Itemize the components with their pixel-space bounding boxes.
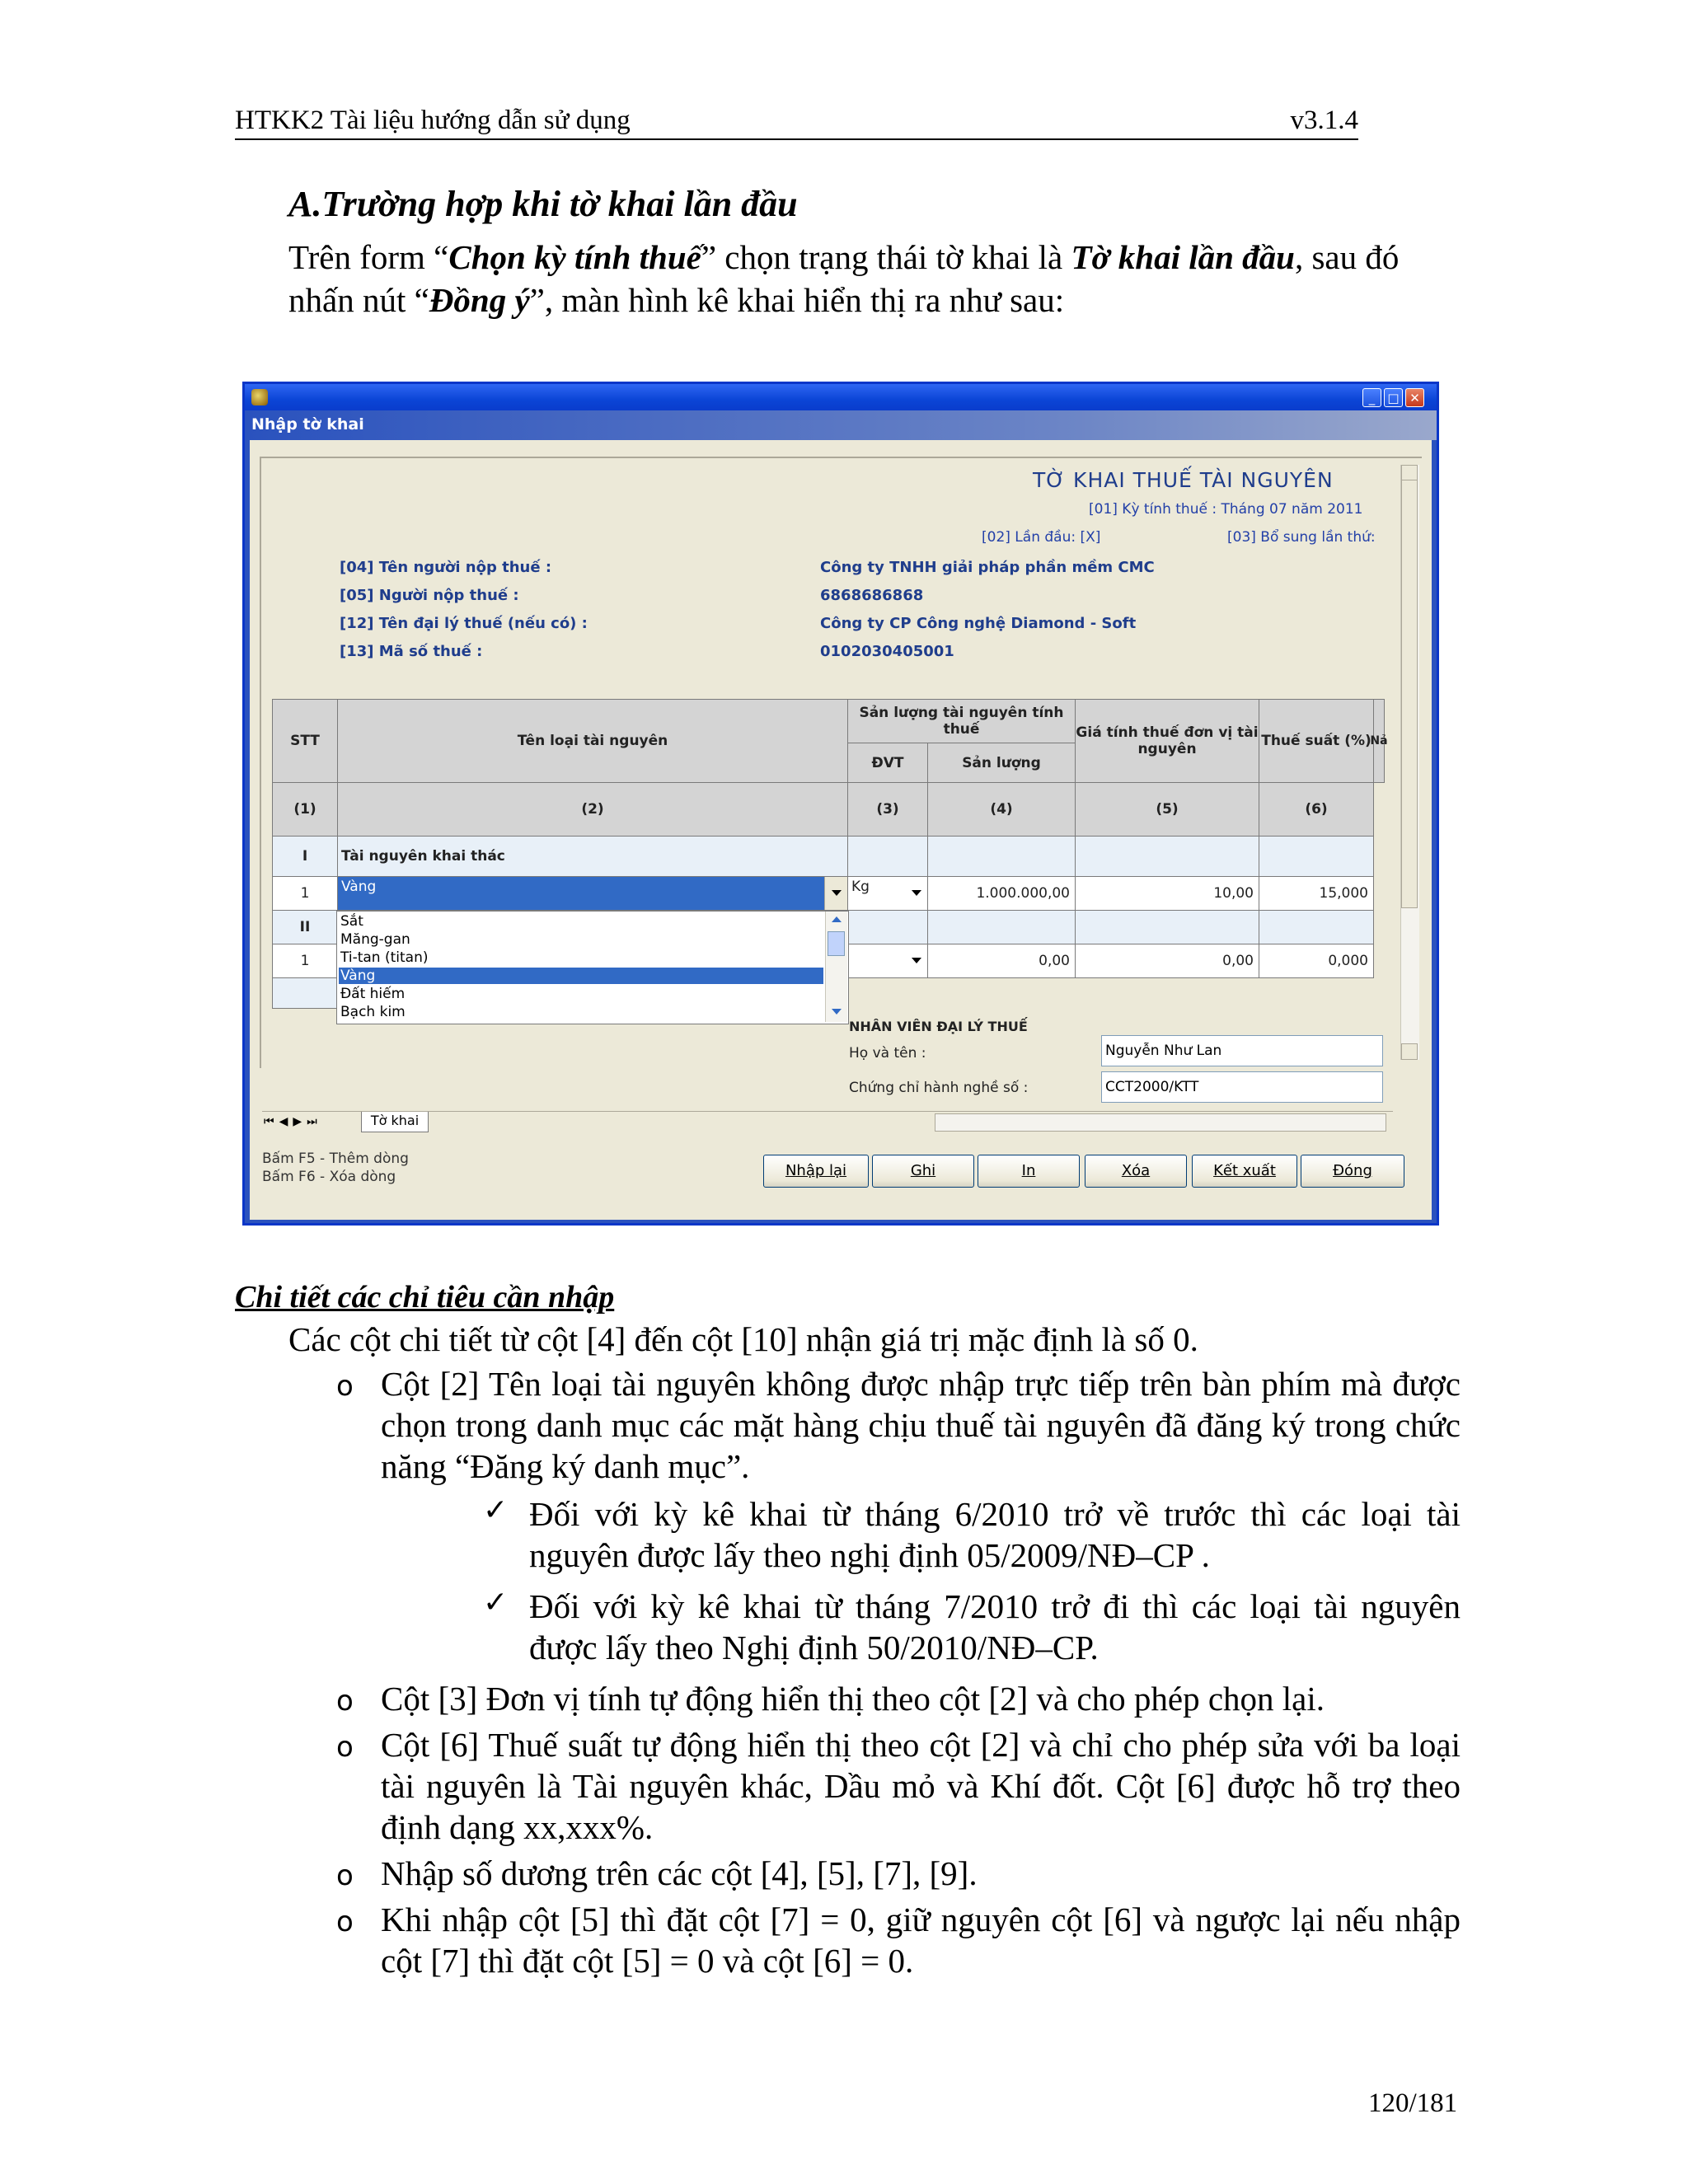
colnum-5: (5) bbox=[1075, 782, 1259, 837]
check-2: Đối với kỳ kê khai từ tháng 7/2010 trở đi thì các loại tài nguyên được lấy theo Nghị định 50/2010/NĐ–CP. bbox=[529, 1587, 1461, 1666]
print-button[interactable]: In bbox=[978, 1155, 1080, 1188]
doc-header-version: v3.1.4 bbox=[1290, 105, 1358, 135]
row-1-stt: 1 bbox=[272, 876, 338, 911]
colnum-6: (6) bbox=[1259, 782, 1374, 837]
scroll-up-button[interactable] bbox=[1401, 465, 1418, 481]
minimize-button[interactable]: _ bbox=[1362, 388, 1381, 407]
agent-section-title: NHÂN VIÊN ĐẠI LÝ THUẾ bbox=[849, 1019, 1028, 1034]
header-rule bbox=[235, 138, 1358, 140]
header-resource-name: Tên loại tài nguyên bbox=[337, 699, 848, 783]
group-1-stt: I bbox=[272, 836, 338, 877]
window-titlebar bbox=[245, 384, 1437, 410]
reset-button[interactable]: Nhập lại bbox=[763, 1155, 869, 1188]
period-text: [01] Kỳ tính thuế : Tháng 07 năm 2011 bbox=[1089, 501, 1363, 518]
header-unit: ĐVT bbox=[847, 743, 928, 783]
horizontal-scrollbar[interactable] bbox=[935, 1113, 1386, 1132]
export-button[interactable]: Kết xuất bbox=[1192, 1155, 1297, 1188]
row-2-stt: 1 bbox=[272, 944, 338, 978]
colnum-1: (1) bbox=[272, 782, 338, 837]
dropdown-option-selected[interactable]: Vàng bbox=[339, 968, 823, 984]
agent-tax-id-value: 0102030405001 bbox=[820, 643, 954, 660]
colnum-3: (3) bbox=[847, 782, 928, 837]
agent-tax-id-label: [13] Mã số thuế : bbox=[340, 643, 483, 660]
row-1-unit-select[interactable]: Kg bbox=[847, 876, 928, 911]
chevron-down-icon bbox=[832, 890, 842, 896]
unit-dropdown-button[interactable] bbox=[907, 877, 926, 910]
header-rate: Thuế suất (%) bbox=[1259, 699, 1374, 783]
header-truncated: N ả bbox=[1373, 699, 1385, 783]
group-2-stt: II bbox=[272, 910, 338, 944]
row-1-quantity[interactable]: 1.000.000,00 bbox=[927, 876, 1076, 911]
maximize-button[interactable]: □ bbox=[1384, 388, 1403, 407]
delete-button[interactable]: Xóa bbox=[1085, 1155, 1187, 1188]
header-price: Giá tính thuế đơn vị tài nguyên bbox=[1075, 699, 1259, 783]
header-stt: STT bbox=[272, 699, 338, 783]
vertical-scrollbar[interactable] bbox=[1400, 465, 1419, 1060]
row-1-price[interactable]: 10,00 bbox=[1075, 876, 1259, 911]
chevron-down-icon bbox=[912, 890, 921, 896]
row-2-quantity[interactable]: 0,00 bbox=[927, 944, 1076, 978]
tab-to-khai[interactable]: Tờ khai bbox=[361, 1112, 429, 1132]
check-1: Đối với kỳ kê khai từ tháng 6/2010 trở về trước thì các loại tài nguyên được lấy theo nghị định 05/2009/NĐ–CP . bbox=[529, 1495, 1461, 1574]
bullet-4: Nhập số dương trên các cột [4], [5], [7], [9]. bbox=[381, 1854, 978, 1892]
colnum-2: (2) bbox=[337, 782, 848, 837]
bullet-3: Cột [6] Thuế suất tự động hiển thị theo cột [2] và chỉ cho phép sửa với ba loại tài nguyên là Tài nguyên khác, Dầu mỏ và Khí đốt. Cột [6] được hỗ trợ theo định dạng xx,xxx%. bbox=[381, 1726, 1461, 1846]
save-button[interactable]: Ghi bbox=[872, 1155, 974, 1188]
chevron-up-icon[interactable] bbox=[832, 916, 842, 922]
agent-cert-input[interactable]: CCT2000/KTT bbox=[1101, 1071, 1383, 1103]
taxpayer-name-value: Công ty TNHH giải pháp phần mềm CMC bbox=[820, 559, 1155, 576]
agent-name-input[interactable]: Nguyễn Như Lan bbox=[1101, 1035, 1383, 1066]
app-icon bbox=[251, 389, 268, 405]
unit-dropdown-button-2[interactable] bbox=[907, 944, 926, 977]
taxpayer-name-label: [04] Tên người nộp thuế : bbox=[340, 559, 552, 576]
group-1-rate bbox=[1259, 836, 1374, 877]
supplement-text: [03] Bổ sung lần thứ: bbox=[1227, 529, 1376, 546]
bullet-circle-icon: o bbox=[336, 1731, 354, 1764]
close-form-button[interactable]: Đóng bbox=[1301, 1155, 1404, 1188]
sheet-nav-icons[interactable]: ⏮◀▶⏭ bbox=[264, 1115, 322, 1128]
header-quantity: Sản lượng bbox=[927, 743, 1076, 783]
row-2-price[interactable]: 0,00 bbox=[1075, 944, 1259, 978]
doc-header-title: HTKK2 Tài liệu hướng dẫn sử dụng bbox=[235, 105, 631, 135]
bullet-circle-icon: o bbox=[336, 1685, 354, 1718]
group-2-rate bbox=[1259, 910, 1374, 944]
dropdown-option[interactable]: Ti-tan (titan) bbox=[340, 949, 429, 966]
resource-dropdown-button[interactable] bbox=[824, 877, 848, 910]
bullet-1: Cột [2] Tên loại tài nguyên không được nhập trực tiếp trên bàn phím mà được chọn trong danh mục các mặt hàng chịu thuế tài nguyên đã đăng ký trong chức năng “Đăng ký danh mục”. bbox=[381, 1365, 1461, 1485]
bullet-2: Cột [3] Đơn vị tính tự động hiển thị theo cột [2] và cho phép chọn lại. bbox=[381, 1680, 1325, 1718]
group-2-qty bbox=[927, 910, 1076, 944]
close-button[interactable]: ✕ bbox=[1405, 388, 1424, 407]
row-1-rate[interactable]: 15,000 bbox=[1259, 876, 1374, 911]
details-heading: Chi tiết các chỉ tiêu cần nhập bbox=[235, 1280, 615, 1315]
details-intro: Các cột chi tiết từ cột [4] đến cột [10] nhận giá trị mặc định là số 0. bbox=[288, 1320, 1198, 1358]
taxpayer-id-label: [05] Người nộp thuế : bbox=[340, 587, 519, 604]
resource-dropdown-list[interactable] bbox=[336, 911, 849, 1024]
bullet-5: Khi nhập cột [5] thì đặt cột [7] = 0, giữ nguyên cột [6] và ngược lại nếu nhập cột [7] thì đặt cột [5] = 0 và cột [6] = 0. bbox=[381, 1900, 1461, 1980]
form-title: TỜ KHAI THUẾ TÀI NGUYÊN bbox=[1033, 468, 1334, 492]
row-empty-stt bbox=[272, 977, 338, 1009]
scroll-down-button[interactable] bbox=[1401, 1043, 1418, 1060]
first-time-text: [02] Lần đầu: [X] bbox=[982, 529, 1101, 546]
dropdown-option[interactable]: Bạch kim bbox=[340, 1004, 406, 1020]
group-2-unit bbox=[847, 910, 928, 944]
group-1-name: Tài nguyên khai thác bbox=[337, 836, 848, 877]
agent-name-label: Họ và tên : bbox=[849, 1045, 926, 1062]
page-number: 120/181 bbox=[1368, 2088, 1458, 2118]
hint-add-row: Bấm F5 - Thêm dòng bbox=[262, 1151, 409, 1167]
group-1-price bbox=[1075, 836, 1259, 877]
child-titlebar bbox=[245, 410, 1437, 440]
taxpayer-id-value: 6868686868 bbox=[820, 587, 924, 604]
row-2-rate[interactable]: 0,000 bbox=[1259, 944, 1374, 978]
dropdown-scroll-thumb[interactable] bbox=[828, 931, 845, 956]
window-title: Nhập tờ khai bbox=[251, 415, 364, 434]
group-2-price bbox=[1075, 910, 1259, 944]
dropdown-scrollbar[interactable] bbox=[825, 912, 847, 1022]
resource-select[interactable]: Vàng bbox=[337, 876, 848, 911]
check-icon: ✓ bbox=[483, 1493, 509, 1527]
section-paragraph: Trên form “Chọn kỳ tính thuế” chọn trạng thái tờ khai là Tờ khai lần đầu, sau đó nhấn nút “Đồng ý”, màn hình kê khai hiển thị ra như sau: bbox=[288, 238, 1400, 319]
bullet-circle-icon: o bbox=[336, 1370, 354, 1403]
section-heading: A.Trường hợp khi tờ khai lần đầu bbox=[288, 184, 798, 224]
bullet-circle-icon: o bbox=[336, 1905, 354, 1938]
group-1-qty bbox=[927, 836, 1076, 877]
agent-cert-label: Chứng chỉ hành nghề số : bbox=[849, 1080, 1029, 1096]
sheet-tab-bar bbox=[262, 1111, 1393, 1133]
check-icon: ✓ bbox=[483, 1586, 509, 1619]
scroll-thumb[interactable] bbox=[1401, 480, 1418, 908]
group-1-unit bbox=[847, 836, 928, 877]
dropdown-option[interactable]: Sắt bbox=[340, 913, 363, 930]
chevron-down-icon[interactable] bbox=[832, 1009, 842, 1015]
dropdown-option[interactable]: Đất hiếm bbox=[340, 986, 406, 1002]
colnum-4: (4) bbox=[927, 782, 1076, 837]
header-output: Sản lượng tài nguyên tính thuế bbox=[847, 699, 1076, 743]
bullet-circle-icon: o bbox=[336, 1859, 354, 1892]
hint-delete-row: Bấm F6 - Xóa dòng bbox=[262, 1169, 396, 1185]
dropdown-option[interactable]: Măng-gan bbox=[340, 931, 410, 948]
chevron-down-icon bbox=[912, 958, 921, 963]
agent-name-value: Công ty CP Công nghệ Diamond - Soft bbox=[820, 615, 1137, 632]
agent-name-label: [12] Tên đại lý thuế (nếu có) : bbox=[340, 615, 588, 632]
